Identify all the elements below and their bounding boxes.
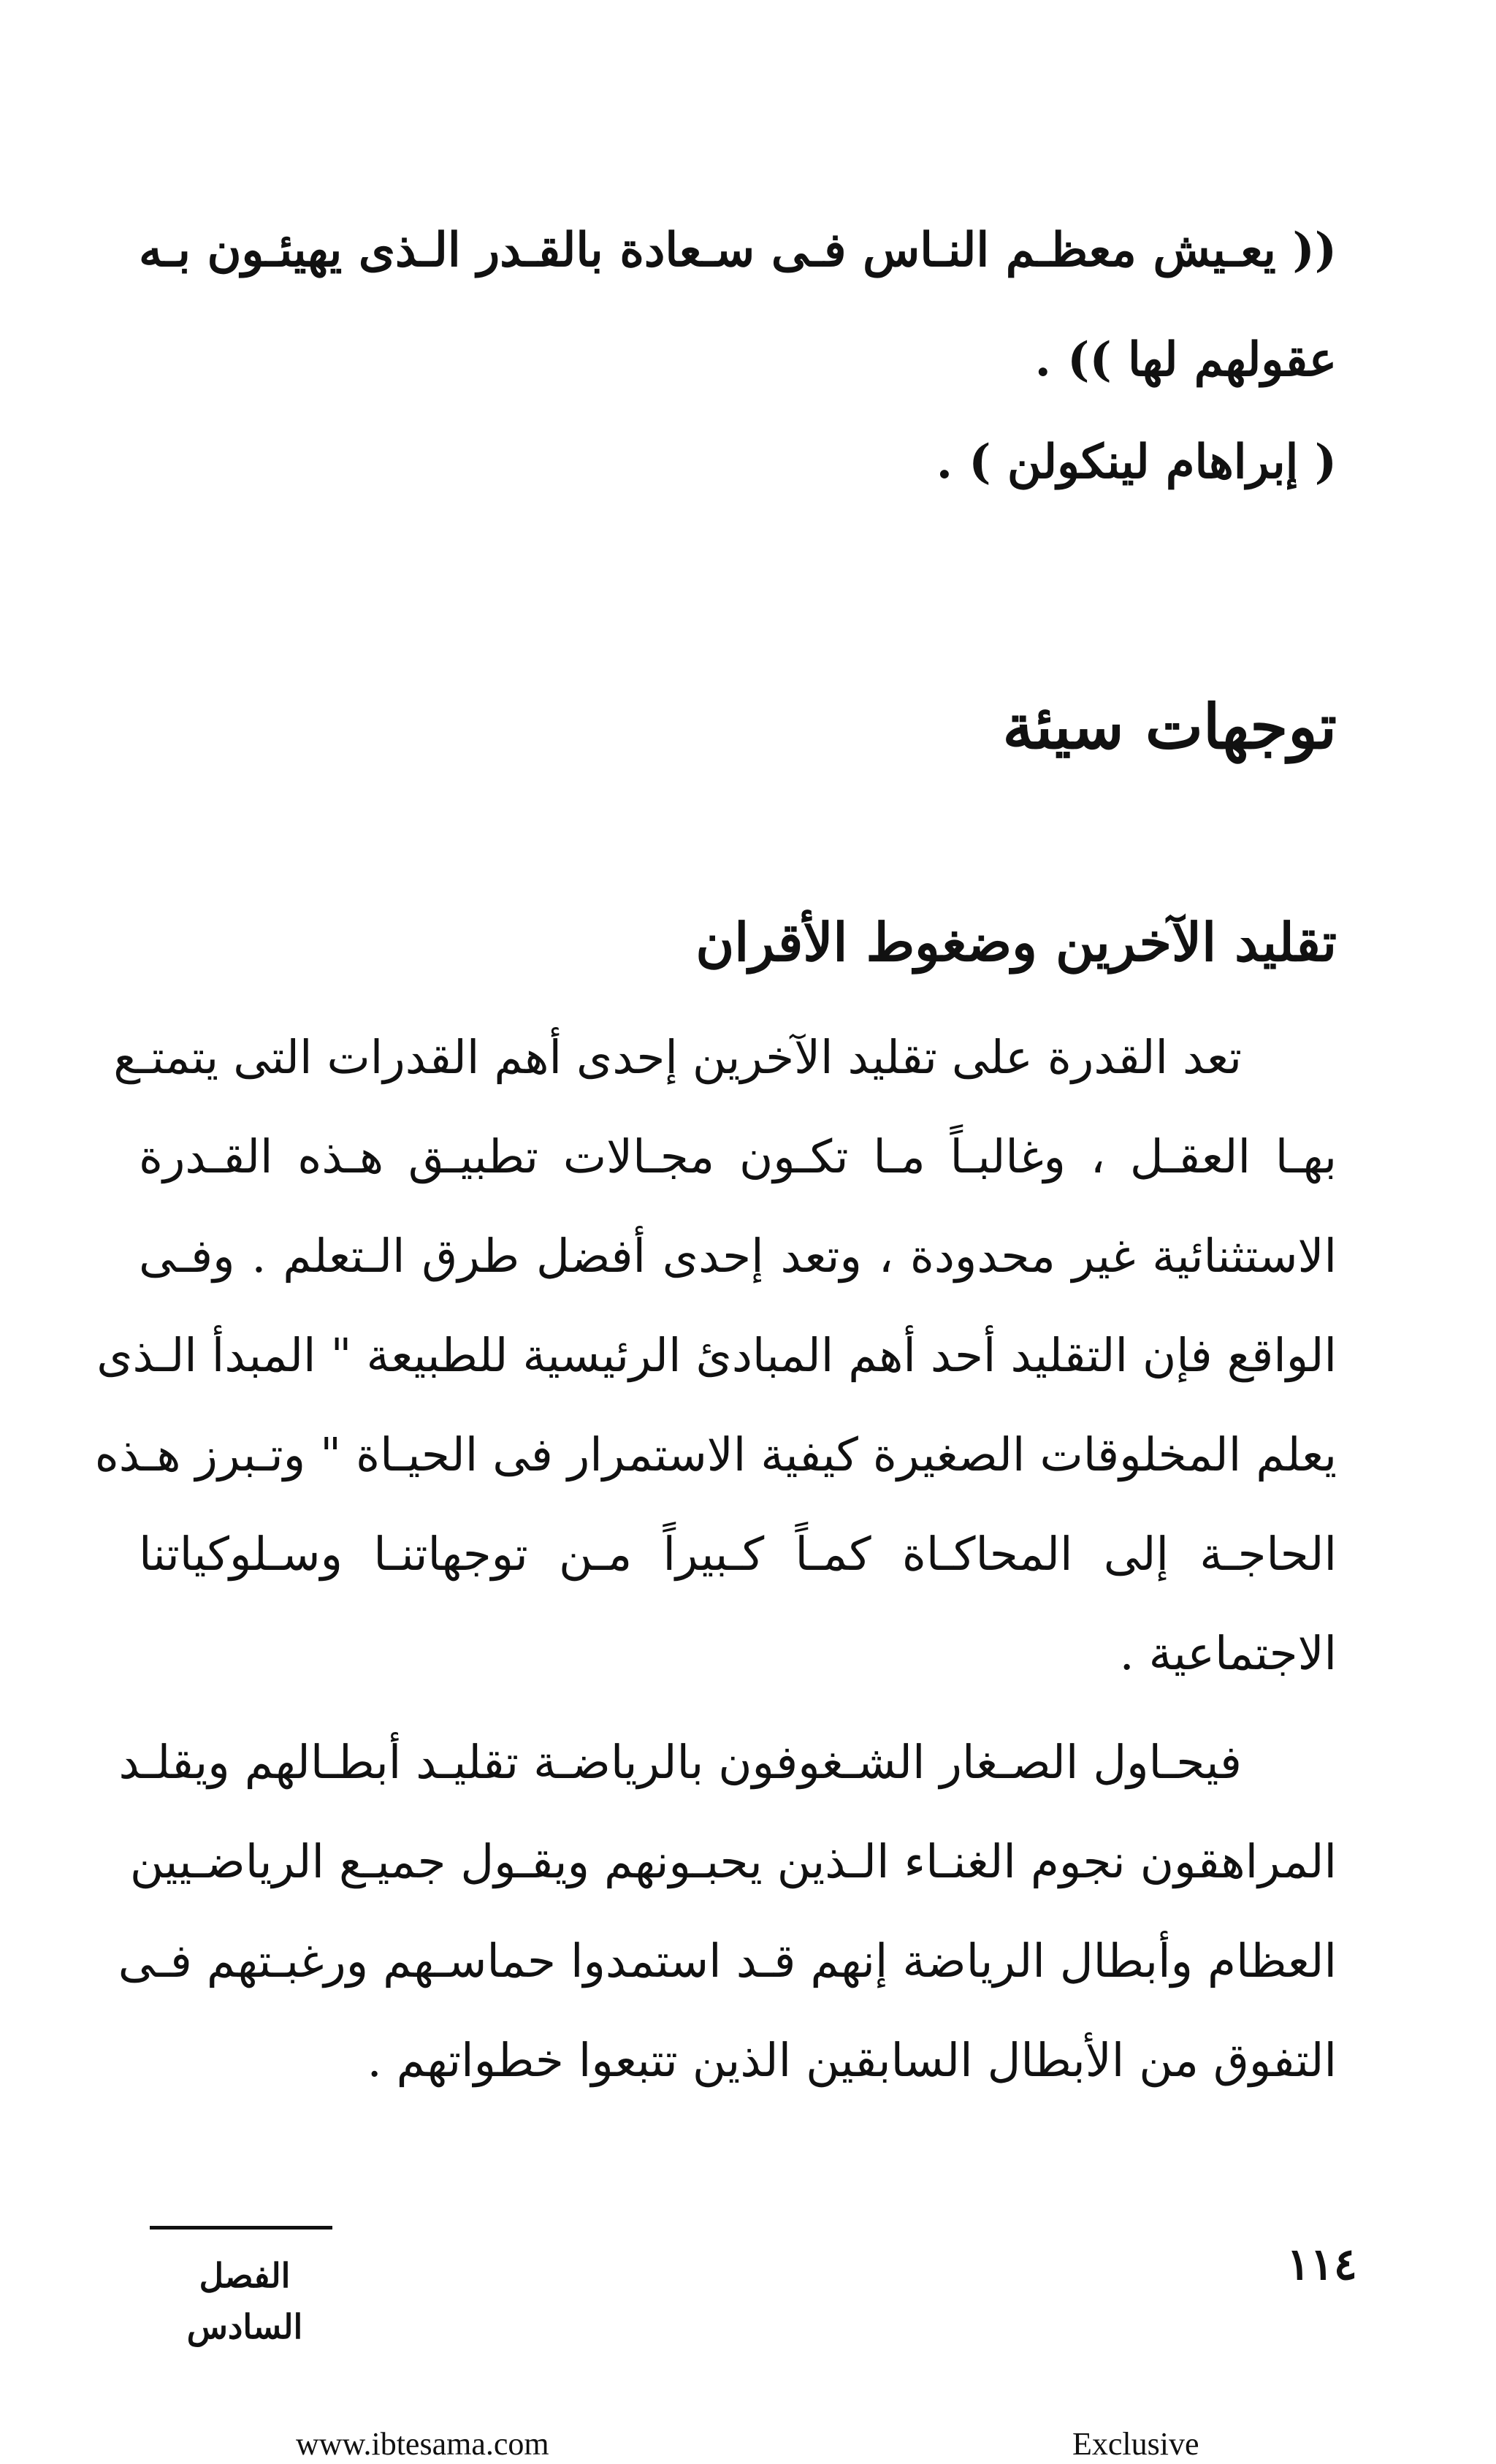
section-title: توجهات سيئة [1002, 690, 1337, 763]
footer-divider [150, 2226, 332, 2230]
paragraph-line: الاستثنائية غير محدودة ، وتعد إحدى أفضل طرق الـتعلم . وفـى [139, 1229, 1337, 1283]
subsection-title: تقليد الآخرين وضغوط الأقران [695, 911, 1337, 973]
paragraph-1 [94, 1008, 1337, 1704]
quote-author: ( إبراهام لينكولن ) . [936, 435, 1337, 489]
page-number: ١١٤ [1286, 2239, 1357, 2290]
quote-line-1: (( يعـيش معظـم النـاس فـى سـعادة بالقـدر الـذى يهيئـون بـه [139, 223, 1337, 278]
paragraph-line: الاجتماعية . [1119, 1627, 1337, 1680]
paragraph-line: فيحـاول الصـغار الشـغوفون بالرياضـة تقليـد أبطـالهم ويقلـد [118, 1736, 1242, 1789]
paragraph-line: الحاجـة إلى المحاكـاة كمـاً كـبيراً مـن توجهاتنـا وسـلوكياتنا [139, 1527, 1337, 1581]
exclusive-label: Exclusive [1072, 2426, 1199, 2462]
paragraph-2 [118, 1713, 1337, 2110]
quote-line-2: عقولهم لها )) . [1034, 332, 1337, 387]
paragraph-line: الواقع فإن التقليد أحد أهم المبادئ الرئيسية للطبيعة " المبدأ الـذى [96, 1329, 1337, 1382]
paragraph-line: التفوق من الأبطال السابقين الذين تتبعوا خطواتهم . [367, 2034, 1337, 2087]
epigraph-quote [139, 196, 1337, 517]
paragraph-line: العظام وأبطال الرياضة إنهم قـد استمدوا حماسـهم ورغبـتهم فـى [118, 1934, 1337, 1988]
paragraph-line: تعد القدرة على تقليد الآخرين إحدى أهم القدرات التى يتمتـع [113, 1031, 1242, 1084]
paragraph-line: المراهقون نجوم الغنـاء الـذين يحبـونهم ويقـول جميـع الرياضـيين [129, 1835, 1337, 1888]
chapter-label: الفصل السادس [186, 2256, 303, 2346]
paragraph-line: بهـا العقـل ، وغالبـاً مـا تكـون مجـالات تطبيـق هـذه القـدرة [139, 1130, 1337, 1183]
website-label: www.ibtesama.com [296, 2426, 549, 2462]
paragraph-line: يعلم المخلوقات الصغيرة كيفية الاستمرار فى الحيـاة " وتـبرز هـذه [94, 1428, 1337, 1481]
